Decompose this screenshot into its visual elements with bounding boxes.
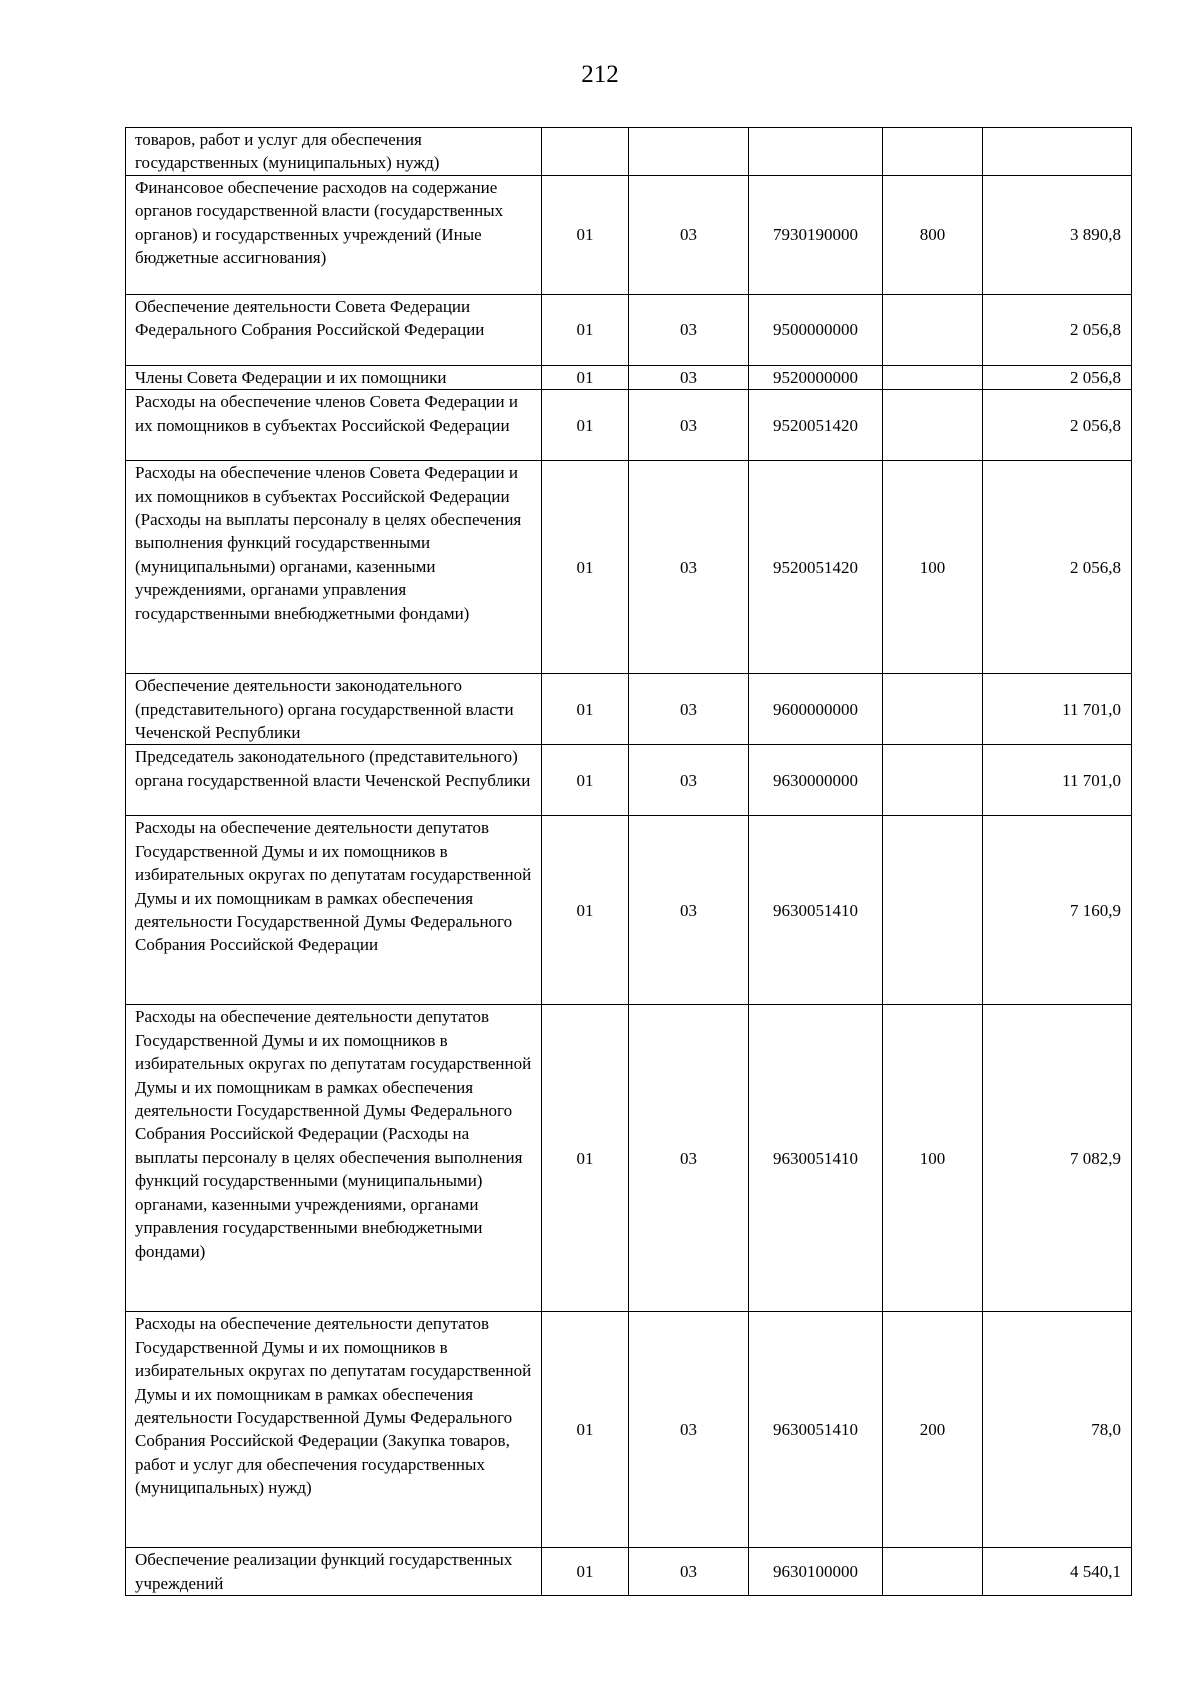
expense-type-code — [883, 674, 983, 745]
subsection-code: 03 — [629, 1548, 749, 1596]
subsection-code: 03 — [629, 674, 749, 745]
expense-type-code — [883, 816, 983, 1005]
subsection-code: 03 — [629, 1005, 749, 1312]
expense-name: Расходы на обеспечение членов Совета Федерации и их помощников в субъектах Российской Федерации (Расходы на выплаты персоналу в целях обеспечения выполнения функций государственными (муниципальными) органами, казенными учреждениями, органами управления государственными внебюджетными фондами) — [126, 461, 542, 674]
expense-type-code — [883, 1548, 983, 1596]
expense-name: Члены Совета Федерации и их помощники — [126, 365, 542, 389]
target-article-code: 9600000000 — [749, 674, 883, 745]
amount: 2 056,8 — [983, 294, 1132, 365]
expense-name: Расходы на обеспечение членов Совета Федерации и их помощников в субъектах Российской Федерации — [126, 390, 542, 461]
expense-type-code — [883, 365, 983, 389]
subsection-code: 03 — [629, 461, 749, 674]
subsection-code: 03 — [629, 390, 749, 461]
expense-type-code: 800 — [883, 175, 983, 294]
expense-type-code: 200 — [883, 1312, 983, 1548]
section-code: 01 — [542, 365, 629, 389]
expense-name: Обеспечение реализации функций государственных учреждений — [126, 1548, 542, 1596]
amount: 3 890,8 — [983, 175, 1132, 294]
page-number: 212 — [581, 61, 619, 88]
section-code: 01 — [542, 461, 629, 674]
table-row — [126, 674, 1132, 745]
amount: 78,0 — [983, 1312, 1132, 1548]
target-article-code: 9500000000 — [749, 294, 883, 365]
subsection-code: 03 — [629, 365, 749, 389]
expense-type-code: 100 — [883, 461, 983, 674]
target-article-code: 9520051420 — [749, 390, 883, 461]
target-article-code: 9630051410 — [749, 816, 883, 1005]
target-article-code — [749, 128, 883, 176]
expense-type-code — [883, 390, 983, 461]
expense-name: товаров, работ и услуг для обеспечения государственных (муниципальных) нужд) — [126, 128, 542, 176]
subsection-code: 03 — [629, 1312, 749, 1548]
subsection-code: 03 — [629, 294, 749, 365]
section-code: 01 — [542, 390, 629, 461]
target-article-code: 7930190000 — [749, 175, 883, 294]
expense-type-code — [883, 128, 983, 176]
target-article-code: 9630051410 — [749, 1005, 883, 1312]
section-code: 01 — [542, 1312, 629, 1548]
table-row — [126, 365, 1132, 389]
amount: 2 056,8 — [983, 390, 1132, 461]
expense-type-code — [883, 745, 983, 816]
section-code — [542, 128, 629, 176]
amount: 7 082,9 — [983, 1005, 1132, 1312]
target-article-code: 9520051420 — [749, 461, 883, 674]
target-article-code: 9630000000 — [749, 745, 883, 816]
expense-name: Финансовое обеспечение расходов на содержание органов государственной власти (государственных органов) и государственных учреждений (Иные бюджетные ассигнования) — [126, 175, 542, 294]
target-article-code: 9630051410 — [749, 1312, 883, 1548]
expense-name: Обеспечение деятельности законодательного (представительного) органа государственной власти Чеченской Республики — [126, 674, 542, 745]
amount: 7 160,9 — [983, 816, 1132, 1005]
subsection-code: 03 — [629, 816, 749, 1005]
expense-name: Расходы на обеспечение деятельности депутатов Государственной Думы и их помощников в избирательных округах по депутатам государственной Думы и их помощникам в рамках обеспечения деятельности Государственной Думы Федерального Собрания Российской Федерации — [126, 816, 542, 1005]
amount: 4 540,1 — [983, 1548, 1132, 1596]
subsection-code: 03 — [629, 745, 749, 816]
subsection-code — [629, 128, 749, 176]
amount: 2 056,8 — [983, 461, 1132, 674]
table-row — [126, 1548, 1132, 1596]
amount: 2 056,8 — [983, 365, 1132, 389]
budget-table — [125, 127, 1132, 1596]
section-code: 01 — [542, 674, 629, 745]
section-code: 01 — [542, 1005, 629, 1312]
section-code: 01 — [542, 294, 629, 365]
table-row — [126, 175, 1132, 294]
target-article-code: 9520000000 — [749, 365, 883, 389]
section-code: 01 — [542, 175, 629, 294]
section-code: 01 — [542, 816, 629, 1005]
expense-type-code — [883, 294, 983, 365]
table-row — [126, 1005, 1132, 1312]
table-row — [126, 294, 1132, 365]
table-row — [126, 461, 1132, 674]
expense-name: Обеспечение деятельности Совета Федерации Федерального Собрания Российской Федерации — [126, 294, 542, 365]
expense-name: Председатель законодательного (представительного) органа государственной власти Чеченской Республики — [126, 745, 542, 816]
target-article-code: 9630100000 — [749, 1548, 883, 1596]
table-row — [126, 1312, 1132, 1548]
table-row — [126, 816, 1132, 1005]
amount — [983, 128, 1132, 176]
section-code: 01 — [542, 745, 629, 816]
subsection-code: 03 — [629, 175, 749, 294]
table-row — [126, 128, 1132, 176]
amount: 11 701,0 — [983, 745, 1132, 816]
section-code: 01 — [542, 1548, 629, 1596]
expense-name: Расходы на обеспечение деятельности депутатов Государственной Думы и их помощников в избирательных округах по депутатам государственной Думы и их помощникам в рамках обеспечения деятельности Государственной Думы Федерального Собрания Российской Федерации (Расходы на выплаты персоналу в целях обеспечения выполнения функций государственными (муниципальными) органами, казенными учреждениями, органами управления государственными внебюджетными фондами) — [126, 1005, 542, 1312]
amount: 11 701,0 — [983, 674, 1132, 745]
table-row — [126, 745, 1132, 816]
expense-name: Расходы на обеспечение деятельности депутатов Государственной Думы и их помощников в избирательных округах по депутатам государственной Думы и их помощникам в рамках обеспечения деятельности Государственной Думы Федерального Собрания Российской Федерации (Закупка товаров, работ и услуг для обеспечения государственных (муниципальных) нужд) — [126, 1312, 542, 1548]
table-row — [126, 390, 1132, 461]
expense-type-code: 100 — [883, 1005, 983, 1312]
